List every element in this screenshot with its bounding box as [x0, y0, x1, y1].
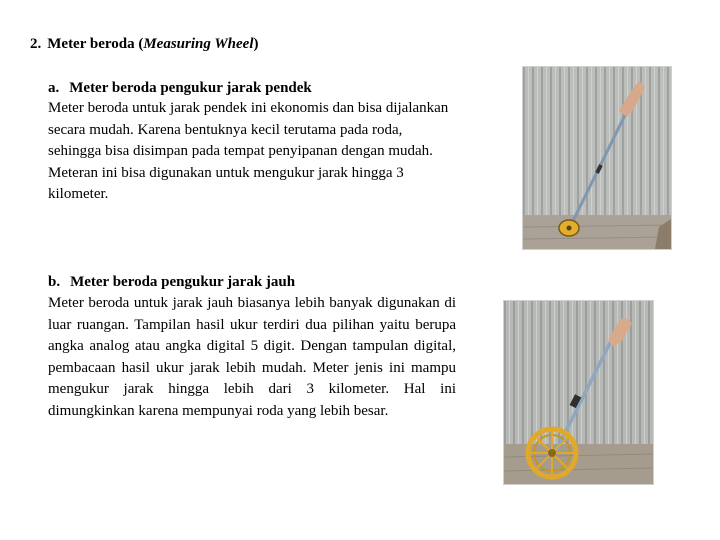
corrugated-wall: [523, 67, 671, 217]
section-heading: [30, 36, 259, 53]
section-number: 2.: [30, 36, 42, 52]
large-measuring-wheel-photo: [503, 300, 654, 485]
section-title: Meter beroda: [47, 36, 135, 52]
section-title-english: Measuring Wheel: [143, 36, 254, 52]
item-b-paragraph: Meter beroda untuk jarak jauh biasanya lebih banyak digunakan di luar ruangan. Tampilan hasil ukur terdiri dua pilihan yaitu berupa angka analog atau angka digital 5 digit. Dengan tampulan digital, pembacaan hasil ukur jarak lebih mudah. Meter jenis ini mampu mengukur jarak hingga lebih dari 3 kilometer. Hal ini dimungkinkan karena mempunyai roda yang lebih besar.: [48, 295, 456, 419]
open-paren: (: [138, 36, 144, 52]
item-b-letter: b.: [48, 274, 61, 290]
item-b-title-text: Meter beroda pengukur jarak jauh: [70, 274, 296, 290]
item-a-title: [48, 80, 312, 97]
item-a-letter: a.: [48, 80, 60, 96]
large-measuring-wheel-image: [504, 301, 653, 484]
paved-ground: [523, 215, 671, 249]
item-a-paragraph: Meter beroda untuk jarak pendek ini ekonomis dan bisa dijalankan secara mudah. Karena bentuknya kecil terutama pada roda, sehingga bisa disimpan pada tempat penyipanan dengan mudah. Meteran ini bisa digunakan untuk mengukur jarak hingga 3 kilometer.: [48, 100, 449, 202]
item-b-title: [48, 274, 295, 291]
small-measuring-wheel-photo: [522, 66, 672, 250]
small-measuring-wheel-image: [523, 67, 671, 249]
item-a-title-text: Meter beroda pengukur jarak pendek: [69, 80, 312, 96]
close-paren: ): [253, 36, 259, 52]
